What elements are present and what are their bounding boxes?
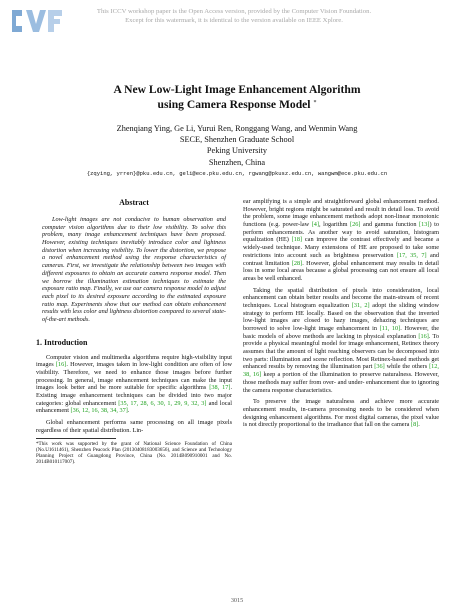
citation-link[interactable]: [11, 10] (379, 325, 401, 332)
citation-link[interactable]: [17, 35, 7] (396, 251, 427, 259)
abstract-heading: Abstract (119, 198, 149, 207)
citation-link[interactable]: [16] (418, 332, 429, 340)
text-span: and contrast limitation (243, 251, 439, 267)
text-span: while the others (384, 363, 430, 371)
affiliation-university: Peking University (206, 146, 268, 156)
title-line-2-text: using Camera Response Model (157, 98, 311, 111)
banner-line-1: This ICCV workshop paper is the Open Access version, provided by the Computer Vision Foundation. (96, 8, 372, 15)
text-span: . However, the basic models of above methods are lacking in physical explanation (243, 325, 439, 340)
text-span: ear amplifying is a simple and straightforward global enhancement method. However, bright regions might be saturated and result in detail loss. To avoid the problem, some image enhancement methods adopt non-linear monotonic functions (e.g. power-law (243, 198, 439, 229)
intro-paragraph-2: Global enhancement performs same processing on all image pixels regardless of their spatial distribution. Lin- (36, 419, 232, 434)
title-footnote-mark: * (313, 100, 317, 106)
open-access-banner (84, 7, 384, 25)
right-paragraph-3 (243, 398, 439, 429)
author-emails: {zqying, yrren}@pku.edu.cn, geli@ece.pku.edu.cn, rgwang@pkusz.edu.cn, wangwm@ece.pku.edu.cn (86, 170, 388, 177)
introduction-heading: 1. Introduction (36, 337, 88, 347)
text-span: adopt the sliding window strategy to perform HE locally. Based on the observation that the inverted low-light images are closed to hazy images, dehazing techniques are borrowed to solve low-light image enhancement in (243, 301, 439, 332)
cvf-logo (8, 6, 72, 36)
text-span: Computer vision and multimedia algorithms require high-visibility input images (36, 353, 232, 369)
text-span: . To provide a physical meaningful model for image enhancement, Retinex theory assumes that the amount of light reaching observers can be decomposed into two parts: illumination and scene reflection. Most Retinex-based methods get enhanced results by removing the illumination part (243, 332, 439, 371)
footnote-divider (36, 438, 116, 439)
right-paragraph-1 (243, 198, 439, 283)
text-span: , logarithm (319, 221, 351, 229)
page-number: 3015 (230, 597, 244, 604)
text-span: ) to perform enhancements. As another way to avoid saturation, histogram equalization (HE) (243, 221, 439, 244)
author-names: Zhenqiang Ying, Ge Li, Yurui Ren, Ronggang Wang, and Wenmin Wang (116, 124, 358, 133)
intro-paragraph-1 (36, 354, 232, 416)
text-span: To preserve the image naturalness and achieve more accurate enhancement results, in-camera processing needs to be considered when designing enhancement algorithms. For most digital cameras, the pixel value is not directly proportional to the irradiance that fall on the camera (243, 398, 439, 429)
citation-link[interactable]: [4] (311, 221, 320, 229)
right-column (243, 198, 439, 429)
citation-link[interactable]: [12, 38, 16] (243, 363, 439, 379)
paper-title (40, 82, 434, 112)
text-span: . Existing image enhancement techniques can be divided into two major categories: global enhancement (36, 384, 232, 407)
citation-link[interactable]: [26] (350, 221, 361, 229)
left-column (36, 198, 232, 465)
text-span: . (418, 421, 420, 429)
citation-link[interactable]: [18] (291, 236, 303, 244)
affiliation-city: Shenzhen, China (208, 157, 266, 167)
citation-link[interactable]: [36] (374, 363, 385, 371)
title-line-2 (40, 97, 434, 112)
text-span: can improve the contrast effectively and became a widely-used technique. Many extensions of HE are proposed to take some restrictions into account such as brightness preservation (243, 236, 439, 259)
text-span: and gamma function (360, 221, 420, 229)
citation-link[interactable]: [13] (419, 221, 430, 229)
text-span: Taking the spatial distribution of pixels into consideration, local enhancement can obtain better results and become the main-stream of recent techniques. Local histogram equalization (243, 286, 439, 309)
right-paragraph-2 (243, 287, 439, 395)
banner-line-2: Except for this watermark, it is identical to the version available on IEEE Xplore. (125, 17, 343, 24)
title-line-1: A New Low-Light Image Enhancement Algorithm (113, 83, 361, 96)
citation-link[interactable]: [28] (291, 259, 303, 267)
citation-link[interactable]: [8] (411, 421, 419, 429)
text-span: and local enhancement (36, 399, 232, 415)
citation-link[interactable]: [31, 2] (351, 301, 370, 309)
citation-link[interactable]: [16] (55, 361, 67, 369)
citation-link[interactable]: [36, 12, 16, 38, 34, 37] (70, 407, 128, 415)
funding-footnote: *This work was supported by the grant of National Science Foundation of China (No.U1611461), Shenzhen Peacock Plan (20130408183003656), and Science and Technology Planning Project of Guangdong Province, China (No. 2014B090910001 and No. 2014B010117007). (36, 440, 232, 466)
citation-link[interactable]: [38, 17] (209, 384, 231, 392)
text-span: . However, global enhancement may results in detail loss in some local areas because a global processing can not ensure all local areas be well enhanced. (243, 259, 439, 282)
affiliation-school: SECE, Shenzhen Graduate School (179, 135, 295, 145)
citation-link[interactable]: [35, 17, 28, 6, 30, 1, 29, 9, 32, 3] (118, 399, 207, 407)
text-span: keep a portion of the illumination to preserve naturalness. However, those methods may suffer from over- and under- enhancement due to ignoring the camera response characteristics. (243, 371, 439, 394)
text-span: . However, images taken in low-light condition are often of low visibility. Therefore, we need to enhance those images before further processing. In general, image enhancement techniques can make the input images look better and be more suitable for specific algorithms (36, 361, 232, 392)
text-span: . (127, 407, 130, 415)
author-block (40, 123, 434, 168)
abstract-text: Low-light images are not conducive to human observation and computer vision algorithms due to their low visibility. To solve this problem, many image enhancement techniques have been proposed. However, existing techniques inevitably introduce color and lightness distortion when increasing visibility. To lower the distortion, we propose a novel enhancement method using the response characteristics of cameras. First, we investigate the relationship between two images with different exposures to obtain an accurate camera response model. Then we borrow the illumination estimation techniques to estimate the exposure ratio map. Finally, we use our camera response model to adjust each pixel to its desired exposure according to the estimated exposure ratio map. Experiments show that our method can obtain enhancement results with less color and lightness distortion compared to several state-of-the-art methods. (42, 216, 226, 323)
